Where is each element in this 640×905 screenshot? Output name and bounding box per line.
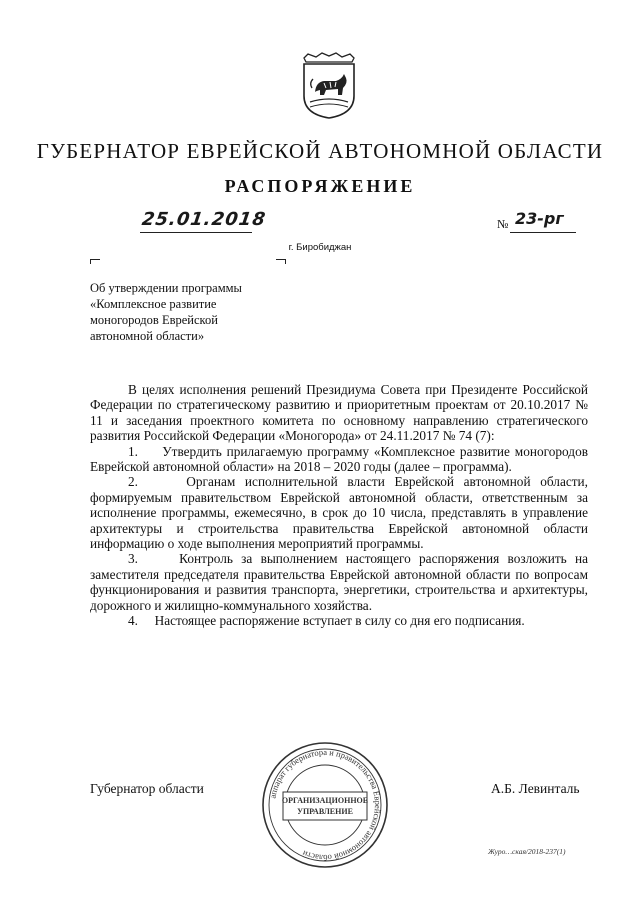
subject-line: Об утверждении программы xyxy=(90,281,242,295)
body-text xyxy=(90,382,588,629)
date-underline xyxy=(140,232,252,233)
number-underline xyxy=(510,232,576,233)
stamp-center-line-2: УПРАВЛЕНИЕ xyxy=(297,807,353,816)
coat-of-arms-icon xyxy=(296,52,362,120)
subject-bracket-right xyxy=(276,259,286,264)
stamp-center-line-1: ОРГАНИЗАЦИОННОЕ xyxy=(281,796,369,805)
document-type-title: РАСПОРЯЖЕНИЕ xyxy=(224,176,416,196)
number-mark: № xyxy=(497,217,509,231)
item-paragraph-3: 3. Контроль за выполнением настоящего распоряжения возложить на заместителя председателя правительства Еврейской автономной области по вопросам функционирования и развития транспорта, энергетики, строительства и архитектуры, дорожного и жилищно-коммунального хозяйства. xyxy=(90,551,588,613)
subject-line: моногородов Еврейской xyxy=(90,313,218,327)
signatory-position: Губернатор области xyxy=(90,781,204,796)
item-paragraph-4: 4. Настоящее распоряжение вступает в силу со дня его подписания. xyxy=(128,613,525,629)
preamble-paragraph: В целях исполнения решений Президиума Совета при Президенте Российской Федерации по стратегическому развитию и приоритетным проектам от 20.10.2017 № 11 и заседания проектного комитета по основному направлению стратегического развития Российской Федерации «Моногорода» от 24.11.2017 № 74 (7): xyxy=(90,382,588,444)
city-label: г. Биробиджан xyxy=(288,242,352,253)
item-paragraph-1: 1. Утвердить прилагаемую программу «Комплексное развитие моногородов Еврейской автономной области» на 2018 – 2020 годы (далее – программа). xyxy=(90,443,588,475)
subject-line: «Комплексное развитие xyxy=(90,297,217,311)
governor-title: ГУБЕРНАТОР ЕВРЕЙСКОЙ АВТОНОМНОЙ ОБЛАСТИ xyxy=(36,139,604,163)
subject-line: автономной области» xyxy=(90,329,205,343)
subject-bracket-left xyxy=(90,259,100,264)
document-number: 23-рг xyxy=(515,209,564,228)
official-stamp xyxy=(258,738,392,872)
subject-block xyxy=(90,280,330,344)
registry-number: Журо…ская/2018-237(1) xyxy=(488,847,566,856)
document-date: 25.01.2018 xyxy=(140,209,268,230)
item-paragraph-2: 2. Органам исполнительной власти Еврейской автономной области, формируемым правительством Еврейской автономной области, ответственным за исполнение программы, ежемесячно, в срок до 10 числа, представлять в управление архитектуры и строительства правительства Еврейской автономной области информацию о ходе выполнения мероприятий программы. xyxy=(90,474,588,552)
stamp-ring-text: аппарат губернатора и правительства Еврейской автономной области xyxy=(267,746,384,864)
signatory-name: А.Б. Левинталь xyxy=(491,781,580,796)
